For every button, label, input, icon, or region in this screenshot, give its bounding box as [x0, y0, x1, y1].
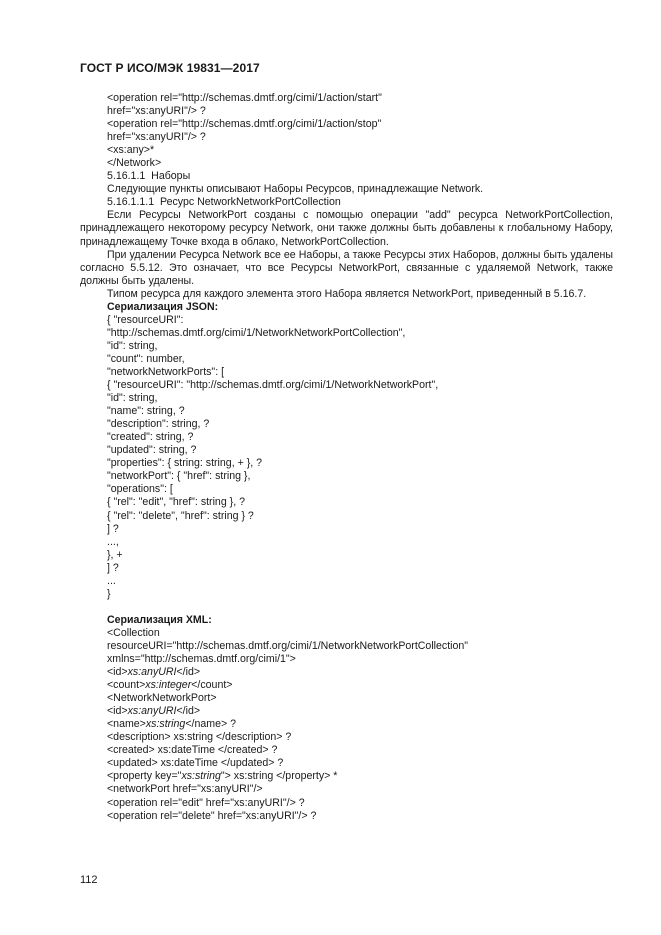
json-line: { "rel": "edit", "href": string }, ? — [107, 496, 245, 509]
intro-line: href="xs:anyURI"/> ? — [107, 105, 206, 118]
json-line: "updated": string, ? — [107, 444, 197, 457]
intro-lines — [80, 92, 613, 209]
intro-line: <operation rel="http://schemas.dmtf.org/cimi/1/action/stop" — [107, 118, 382, 131]
json-line: } — [107, 587, 111, 600]
document-header: ГОСТ Р ИСО/МЭК 19831—2017 — [80, 61, 260, 75]
json-heading: Сериализация JSON: — [107, 300, 219, 313]
intro-line: 5.16.1.1.1 Ресурс NetworkNetworkPortCollection — [107, 196, 341, 209]
intro-line: href="xs:anyURI"/> ? — [107, 131, 206, 144]
json-serialization — [80, 314, 613, 601]
json-line: { "rel": "delete", "href": string } ? — [107, 509, 254, 522]
intro-line: <xs:any>* — [107, 144, 155, 157]
page-content — [80, 92, 613, 823]
json-line: "count": number, — [107, 352, 185, 365]
json-line: "description": string, ? — [107, 418, 210, 431]
xml-line: <id>xs:anyURI</id> — [107, 705, 201, 718]
json-line: "operations": [ — [107, 483, 173, 496]
json-line: ] ? — [107, 522, 119, 535]
intro-line: <operation rel="http://schemas.dmtf.org/cimi/1/action/start" — [107, 92, 382, 104]
paragraph-resource-type: Типом ресурса для каждого элемента этого Набора является NetworkPort, приведенный в 5.16.7. — [107, 287, 587, 300]
json-line: { "resourceURI": — [107, 313, 184, 326]
xml-heading: Сериализация XML: — [107, 613, 212, 626]
json-line: "id": string, — [107, 392, 158, 405]
json-line: ..., — [107, 535, 119, 548]
json-line: "properties": { string: string, + }, ? — [107, 457, 263, 470]
json-line: "http://schemas.dmtf.org/cimi/1/NetworkNetworkPortCollection", — [107, 326, 406, 339]
paragraph-add-ports: Если Ресурсы NetworkPort созданы с помощью операции "add" ресурса NetworkPortCollection, принадлежащего некоторому ресурсу Network, они также должны быть добавлены к глобальному Набору, принадлежащему Точке входа в облако, NetworkPortCollection. — [80, 209, 613, 248]
intro-line: Следующие пункты описывают Наборы Ресурсов, принадлежащие Network. — [107, 183, 484, 196]
xml-line: <description> xs:string </description> ? — [107, 731, 292, 744]
xml-serialization — [80, 627, 613, 823]
json-line: "id": string, — [107, 339, 158, 352]
xml-line: <property key="xs:string"> xs:string </property> * — [107, 770, 338, 783]
intro-line: 5.16.1.1 Наборы — [107, 170, 191, 183]
xml-line: <name>xs:string</name> ? — [107, 718, 236, 731]
xml-line: <count>xs:integer</count> — [107, 679, 233, 692]
xml-line: <id>xs:anyURI</id> — [107, 666, 201, 679]
xml-line: <created> xs:dateTime </created> ? — [107, 744, 278, 757]
json-line: "networkPort": { "href": string }, — [107, 470, 251, 483]
xml-line: resourceURI="http://schemas.dmtf.org/cimi/1/NetworkNetworkPortCollection" — [107, 639, 469, 652]
xml-line: <operation rel="edit" href="xs:anyURI"/> ? — [107, 796, 305, 809]
json-line: "created": string, ? — [107, 431, 194, 444]
json-line: ... — [107, 574, 116, 587]
xml-line: <updated> xs:dateTime </updated> ? — [107, 757, 284, 770]
json-line: "networkNetworkPorts": [ — [107, 365, 225, 378]
json-line: ] ? — [107, 561, 119, 574]
xml-line: <NetworkNetworkPort> — [107, 692, 217, 705]
paragraph-delete-network: При удалении Ресурса Network все ее Наборы, а также Ресурсы этих Наборов, должны быть удалены согласно 5.5.12. Это означает, что все Ресурсы NetworkPort, связанные с удаляемой Network, также должны быть удалены. — [80, 248, 613, 287]
json-line: { "resourceURI": "http://schemas.dmtf.org/cimi/1/NetworkNetworkPort", — [107, 379, 439, 392]
xml-line: xmlns="http://schemas.dmtf.org/cimi/1"> — [107, 653, 296, 666]
xml-line: <Collection — [107, 626, 160, 639]
page-number: 112 — [80, 874, 98, 886]
xml-line: <networkPort href="xs:anyURI"/> — [107, 783, 263, 796]
json-line: }, + — [107, 548, 123, 561]
intro-line: </Network> — [107, 157, 162, 170]
xml-line: <operation rel="delete" href="xs:anyURI"/> ? — [107, 809, 317, 822]
json-line: "name": string, ? — [107, 405, 185, 418]
